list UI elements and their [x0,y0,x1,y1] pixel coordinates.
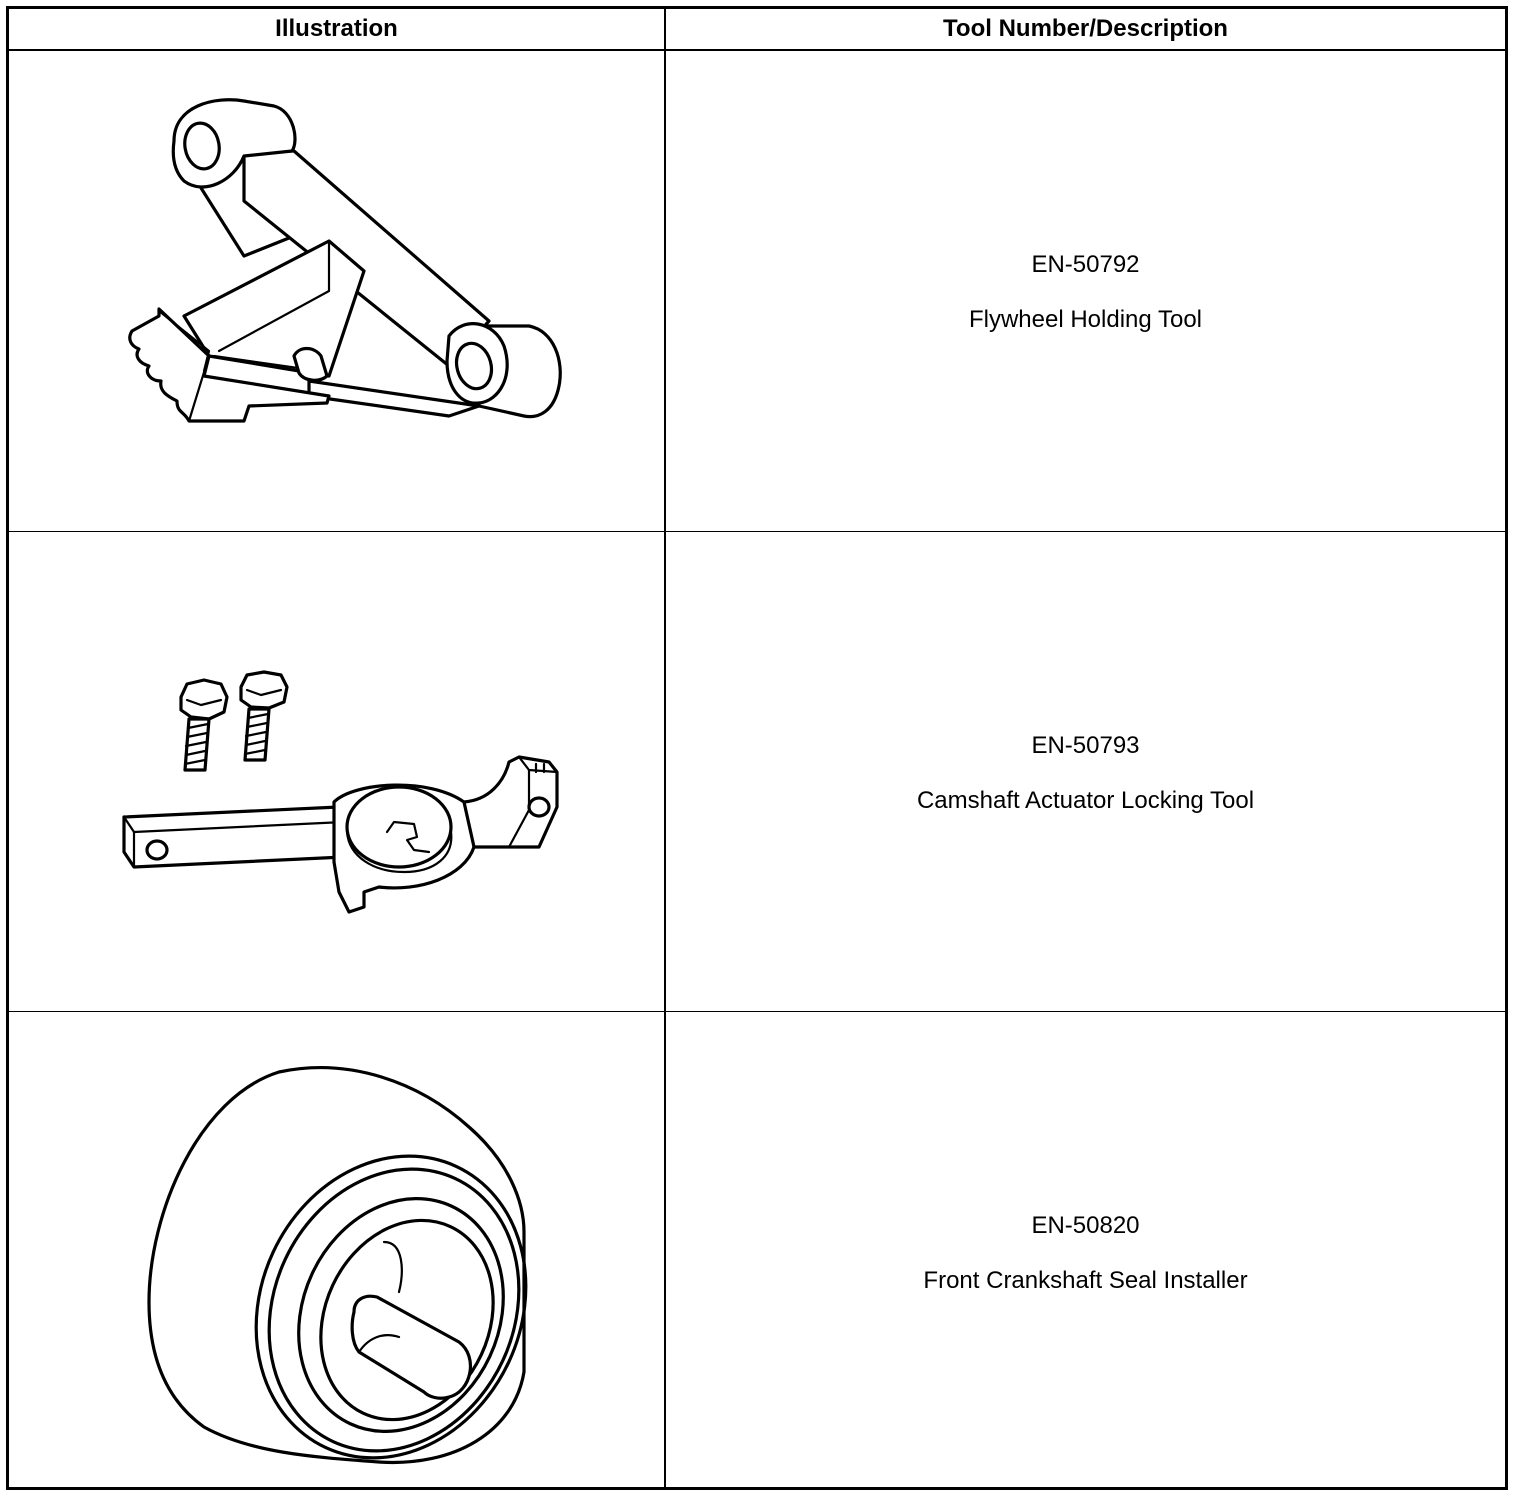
camshaft-actuator-locking-tool-icon [9,532,664,1012]
flywheel-holding-tool-icon [9,51,664,531]
table-row [9,51,1505,532]
table-row [9,1012,1505,1490]
illustration-cell [9,51,664,531]
column-divider [664,9,666,1487]
table-header-row [9,9,1505,51]
illustration-cell [9,532,664,1011]
front-crankshaft-seal-installer-icon [9,1012,664,1490]
tool-description: Flywheel Holding Tool [968,306,1202,333]
illustration-column-header: Illustration [275,15,398,42]
tool-number: EN-50792 [1031,251,1140,278]
description-cell [666,1012,1505,1490]
description-column-header: Tool Number/Description [943,15,1228,42]
tool-description: Camshaft Actuator Locking Tool [916,787,1255,814]
description-cell [666,532,1505,1011]
tool-description: Front Crankshaft Seal Installer [923,1267,1248,1294]
illustration-cell [9,1012,664,1490]
tool-number: EN-50793 [1031,732,1140,759]
table-row [9,532,1505,1012]
description-cell [666,51,1505,531]
tool-table [6,6,1508,1490]
tool-number: EN-50820 [1031,1212,1140,1239]
